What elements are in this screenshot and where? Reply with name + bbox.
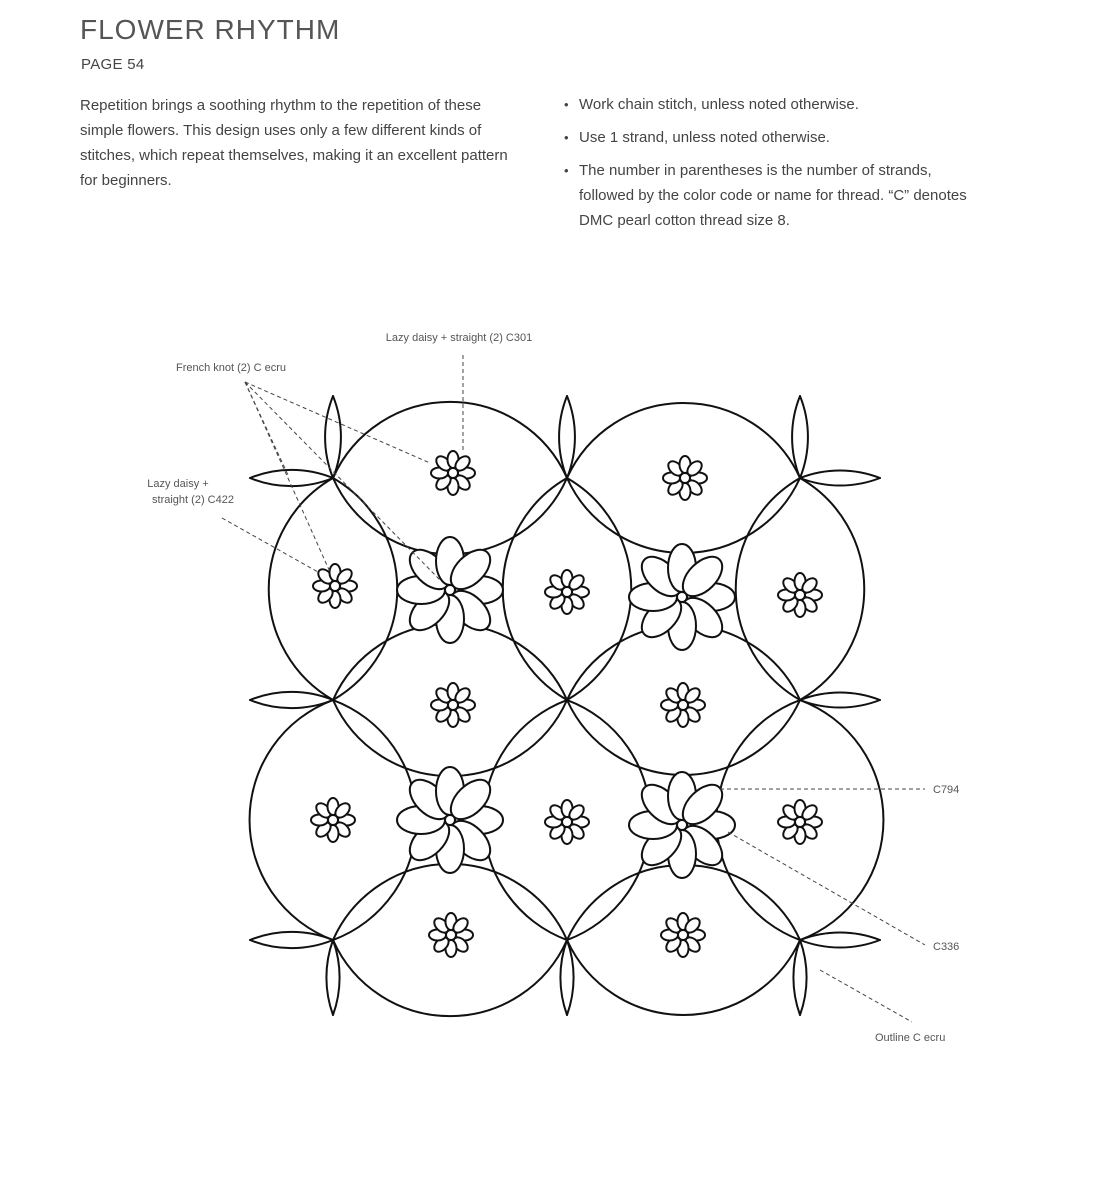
flower-center: [330, 581, 340, 591]
note-item: • The number in parentheses is the number of strands, followed by the color code or name for thread. “C” denotes DMC pearl cotton thread size 8.: [563, 158, 983, 233]
flower-center: [446, 930, 456, 940]
flower-center: [448, 468, 458, 478]
small-flower: [429, 913, 473, 957]
page-reference: PAGE 54: [81, 56, 145, 73]
large-flower: [629, 544, 735, 650]
outline-arc: [325, 396, 333, 478]
label-french-knot: French knot (2) C ecru: [175, 362, 287, 374]
flower-center: [680, 473, 690, 483]
outline-arc: [250, 470, 333, 478]
small-flower: [431, 451, 475, 495]
outline-arc: [250, 700, 333, 708]
outline-arc: [800, 470, 880, 478]
label-lazy-daisy-c301: Lazy daisy + straight (2) C301: [385, 332, 533, 344]
flower-center: [445, 815, 455, 825]
outline-arc: [800, 940, 807, 1015]
flower-center: [562, 817, 572, 827]
small-flower: [313, 564, 357, 608]
intro-paragraph: Repetition brings a soothing rhythm to the repetition of these simple flowers. This design uses only a few different kinds of stitches, which repeat themselves, making it an excellent pattern for beginners.: [80, 97, 508, 189]
page-title: FLOWER RHYTHM: [80, 14, 341, 45]
outline-arc: [800, 692, 880, 700]
small-flower: [545, 800, 589, 844]
leader-line: [245, 382, 430, 463]
outline-arc: [800, 932, 880, 940]
flower-center: [678, 700, 688, 710]
small-flower: [778, 573, 822, 617]
label-c336: C336: [933, 941, 960, 953]
flower-center: [562, 587, 572, 597]
outline-arc: [800, 940, 880, 948]
leader-line: [222, 518, 318, 572]
outline-arc: [250, 940, 333, 948]
flower-center: [678, 930, 688, 940]
flower-center: [677, 592, 687, 602]
outline-arc: [250, 932, 333, 940]
small-flower: [311, 798, 355, 842]
outline-arc: [326, 940, 333, 1015]
outline-arc: [800, 478, 880, 486]
note-item: • Use 1 strand, unless noted otherwise.: [563, 125, 983, 150]
note-item: • Work chain stitch, unless noted otherwise.: [563, 92, 983, 117]
small-flower: [661, 913, 705, 957]
flower-center: [448, 700, 458, 710]
label-c794: C794: [933, 784, 960, 796]
label-lazy-daisy-c422-line2: straight (2) C422: [152, 494, 234, 506]
small-flower: [431, 683, 475, 727]
label-lazy-daisy-c422-line1: Lazy daisy +: [147, 478, 209, 490]
small-flower: [545, 570, 589, 614]
stitch-labels: [147, 332, 959, 1044]
flower-center: [795, 590, 805, 600]
outline-arc: [800, 396, 808, 478]
flower-center: [328, 815, 338, 825]
outline-arc: [800, 700, 880, 708]
flower-center: [677, 820, 687, 830]
small-flower: [778, 800, 822, 844]
small-flower: [663, 456, 707, 500]
label-outline: Outline C ecru: [875, 1032, 946, 1044]
large-flower: [397, 767, 503, 873]
outline-arcs: [250, 396, 884, 1016]
flower-center: [445, 585, 455, 595]
flower-center: [795, 817, 805, 827]
leader-line: [245, 382, 330, 572]
small-flower: [661, 683, 705, 727]
leader-line: [820, 970, 912, 1022]
large-flower: [629, 772, 735, 878]
